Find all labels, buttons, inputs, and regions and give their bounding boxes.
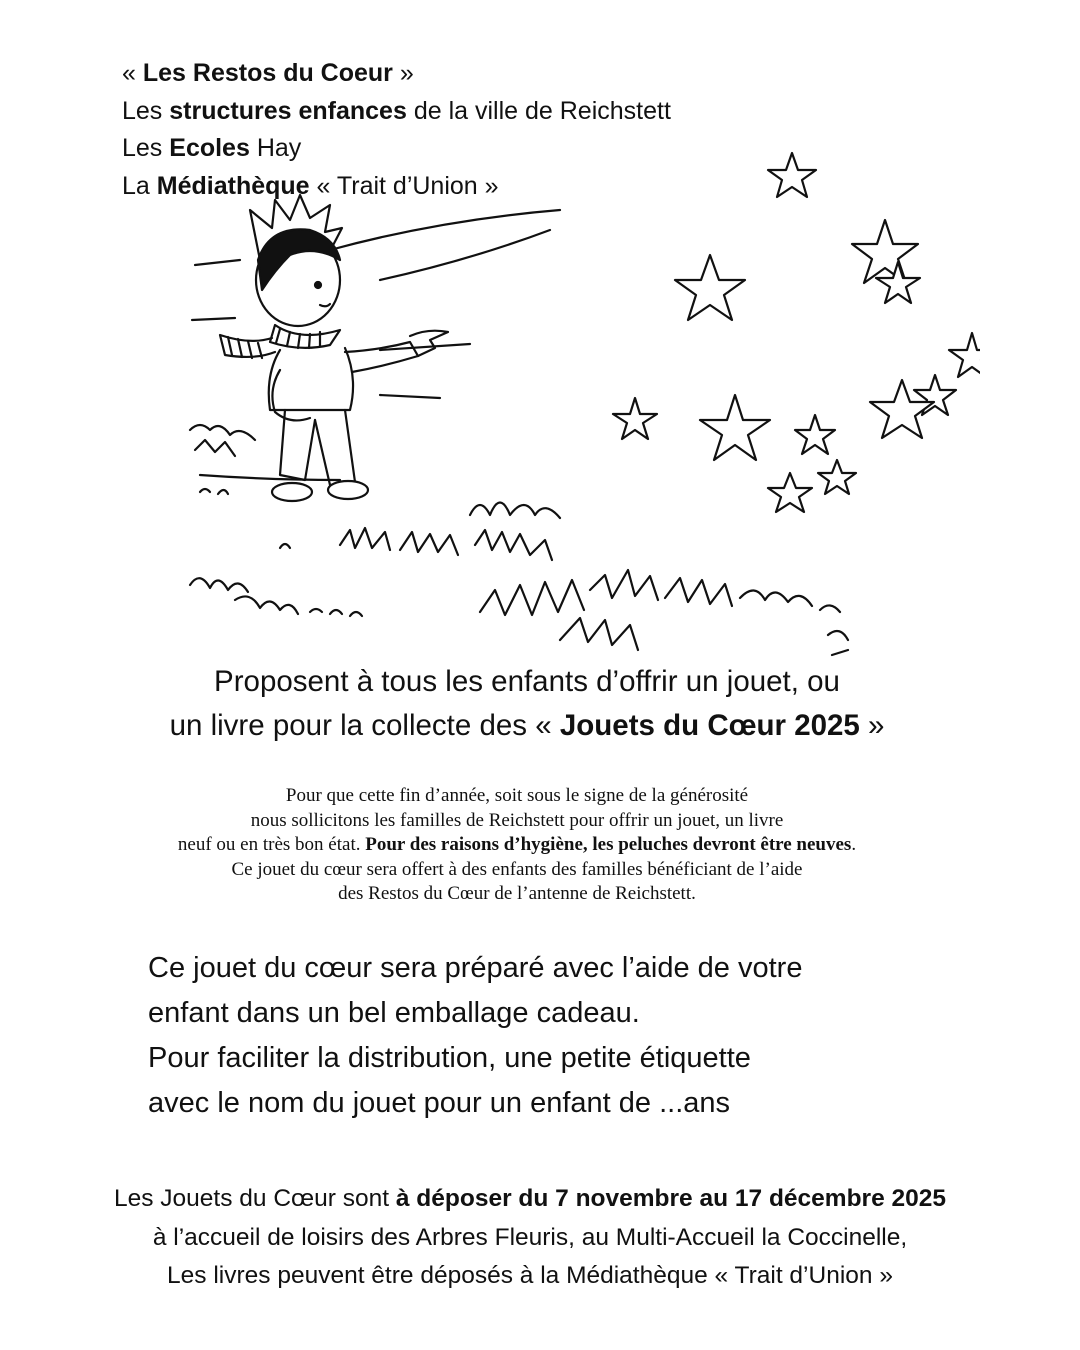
headline (0, 660, 1054, 748)
grass-tufts (190, 425, 848, 655)
deposit-line-3: Les livres peuvent être déposés à la Médiathèque « Trait d’Union » (167, 1262, 893, 1289)
organizer-structures: Les structures enfances de la ville de Reichstett (122, 96, 671, 125)
headline-line-2: un livre pour la collecte des « Jouets du Cœur 2025 » (169, 709, 885, 742)
description-line-3: neuf ou en très bon état. Pour des raisons d’hygiène, les peluches devront être neuves. (177, 834, 857, 855)
deposit-line-1: Les Jouets du Cœur sont à déposer du 7 novembre au 17 décembre 2025 (113, 1185, 947, 1212)
deposit-dates: à déposer du 7 novembre au 17 décembre 2025 (395, 1185, 947, 1212)
preparation-line-3: Pour faciliter la distribution, une petite étiquette (148, 1042, 751, 1074)
organizer-restos: « Les Restos du Coeur » (122, 59, 414, 87)
collecte-name: Jouets du Cœur 2025 (559, 709, 860, 742)
description-line-2: nous sollicitons les familles de Reichstett pour offrir un jouet, un livre (250, 809, 784, 831)
preparation-line-2: enfant dans un bel emballage cadeau. (148, 997, 640, 1029)
description-paragraph (0, 784, 1034, 907)
wind-lines (192, 210, 560, 480)
organizer-ecoles: Les Ecoles Hay (122, 134, 302, 162)
organizer-mediatheque: La Médiathèque « Trait d’Union » (122, 171, 499, 200)
description-line-4: Ce jouet du cœur sera offert à des enfants des familles bénéficiant de l’aide (231, 858, 803, 880)
deposit-line-2: à l’accueil de loisirs des Arbres Fleuris, au Multi-Accueil la Coccinelle, (152, 1223, 908, 1251)
child-figure (220, 195, 448, 501)
headline-line-1: Proposent à tous les enfants d’offrir un jouet, ou (214, 665, 840, 698)
stars-group (613, 153, 980, 512)
child-stars-illustration (180, 120, 980, 660)
preparation-line-1: Ce jouet du cœur sera préparé avec l’aide de votre (148, 952, 803, 984)
description-line-5: des Restos du Cœur de l’antenne de Reichstett. (338, 883, 696, 904)
preparation-line-4: avec le nom du jouet pour un enfant de ...ans (148, 1087, 731, 1119)
description-line-1: Pour que cette fin d’année, soit sous le signe de la générosité (285, 785, 749, 806)
preparation-paragraph (148, 946, 802, 1126)
hygiene-note: Pour des raisons d’hygiène, les peluches devront être neuves (365, 834, 852, 855)
deposit-info (0, 1180, 1060, 1296)
